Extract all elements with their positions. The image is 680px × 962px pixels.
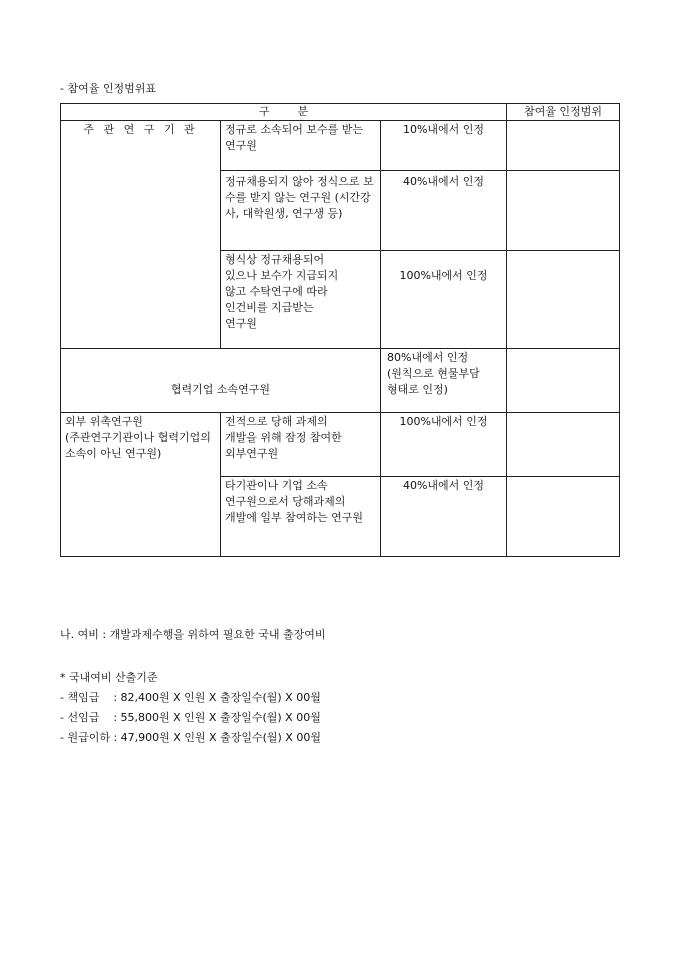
main-rate-1: 10%내에서 인정 <box>381 121 507 171</box>
table-row <box>61 413 620 477</box>
participation-rate-table <box>60 103 620 557</box>
table-row <box>61 349 620 413</box>
main-range-2 <box>507 171 620 251</box>
partner-label: 협력기업 소속연구원 <box>61 349 381 413</box>
partner-range <box>507 349 620 413</box>
main-rate-2: 40%내에서 인정 <box>381 171 507 251</box>
table-header-row <box>61 104 620 121</box>
criteria-line-junior: - 원급이하 : 47,900원 X 인원 X 출장일수(월) X 00월 <box>60 731 321 744</box>
header-category: 구 분 <box>61 104 507 121</box>
external-desc-1: 전적으로 당해 과제의 개발을 위해 잠정 참여한 외부연구원 <box>221 413 381 477</box>
table-heading: - 참여율 인정범위표 <box>60 82 156 95</box>
main-rate-3: 100%내에서 인정 <box>381 251 507 349</box>
header-range: 참여율 인정범위 <box>507 104 620 121</box>
external-org-cell: 외부 위촉연구원 (주관연구기관이나 협력기업의 소속이 아닌 연구원) <box>61 413 221 557</box>
travel-section-title: 나. 여비 : 개발과제수행을 위하여 필요한 국내 출장여비 <box>60 628 326 641</box>
criteria-block <box>60 668 321 748</box>
main-desc-3: 형식상 정규채용되어 있으나 보수가 지급되지 않고 수탁연구에 따라 인건비를 지급받는 연구원 <box>221 251 381 349</box>
table-row <box>61 121 620 171</box>
main-org-cell: 주 관 연 구 기 관 <box>61 121 221 349</box>
external-rate-1: 100%내에서 인정 <box>381 413 507 477</box>
main-range-3 <box>507 251 620 349</box>
external-range-1 <box>507 413 620 477</box>
partner-rate: 80%내에서 인정 (원칙으로 현물부담 형태로 인정) <box>381 349 507 413</box>
external-range-2 <box>507 477 620 557</box>
criteria-line-principal: - 선임급 : 55,800원 X 인원 X 출장일수(월) X 00월 <box>60 711 321 724</box>
criteria-title: * 국내여비 산출기준 <box>60 671 158 684</box>
criteria-line-senior: - 책임급 : 82,400원 X 인원 X 출장일수(월) X 00월 <box>60 691 321 704</box>
external-rate-2: 40%내에서 인정 <box>381 477 507 557</box>
external-desc-2: 타기관이나 기업 소속 연구원으로서 당해과제의 개발에 일부 참여하는 연구원 <box>221 477 381 557</box>
main-range-1 <box>507 121 620 171</box>
main-desc-2: 정규채용되지 않아 정식으로 보수를 받지 않는 연구원 (시간강사, 대학원생, 연구생 등) <box>221 171 381 251</box>
main-desc-1: 정규로 소속되어 보수를 받는 연구원 <box>221 121 381 171</box>
